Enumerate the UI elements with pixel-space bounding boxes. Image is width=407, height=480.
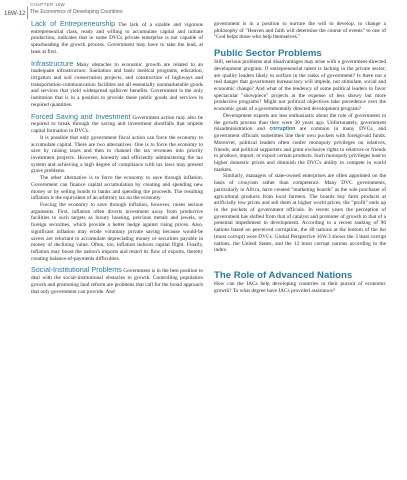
forced-paragraph [31,111,204,135]
right-column [214,21,386,294]
chapter-title: The Economics of Developing Countries [30,9,123,15]
infrastructure-heading: Infrastructure [31,58,74,68]
similarly-paragraph: Similarly, managers of state-owned enterprises are often appointed on the basis of cronyism rather than competence. Many DVC governments, particularly in Africa, have created "marketing boards" as the sole purchaser of agricultural products from local farmers. The boards buy farm products at artificially low prices and sell them at higher world prices; the "profit" ends up in the pockets of government officials. In recent years the perception of government has shifted from that of catalyst and promoter of growth to that of a potential impediment to development. According to a recent ranking of 90 nations based on perceived corruption, the 40 nations at the bottom of the list (most corrupt) were DVCs. Global Perspective 16W.3 shows the 3 least corrupt nations, the United States, and the 12 most corrupt nations according to the index. [214,173,386,254]
development-paragraph [214,113,386,173]
header-divider [27,6,28,19]
public-sector-paragraph: Still, serious problems and disadvantages may arise with a government-directed development program. If entrepreneurial talent is lacking in the private sector, are quality leaders likely to surface in the ranks of government? Is there not a real danger that government bureaucracy will impede, not stimulate, social and economic change? And what of the tendency of some political leaders to favor spectacular "showpiece" projects at the expense of less showy but more productive programs? Might not political objectives take precedence over the economic goals of a governmentally directed development program? [214,59,386,113]
advanced-nations-paragraph: How can the IACs help developing countries in their pursuit of economic growth? To what degree have IACs provided assistance? [214,281,386,294]
social-heading: Social-Institutional Problems [31,265,122,275]
continued-paragraph: government is in a position to nurture the will to develop, to change a philosophy of "Heaven and faith will determine the course of events" to one of "God helps those who help themselves." [214,21,386,41]
forced-paragraph-4: Forcing the economy to save through inflation, however, raises serious arguments. First, inflation often diverts investment away from productive facilities to such targets as luxury housing, precious metals and jewels, or foreign securities, which provide a better hedge against rising prices. Also, significant inflation may erode voluntary private saving because would-be savers are reluctant to accumulate depreciating money or securities payable in money of declining value. Often, too, inflation induces capital flight. Finally, inflation may boost the nation's imports and retard its flow of exports, thereby creating balance-of-payments difficulties. [31,201,203,262]
corruption-keyword: corruption [269,126,296,133]
forced-text: Government action may also be required to break through the saving and investment shortfalls that impede capital formation in DVCs. [31,114,204,135]
forced-paragraph-3: The other alternative is to force the economy to save through inflation. Government can finance capital accumulation by creating and spending new money or by selling bonds to banks and spending the proceeds. The resulting inflation is the equivalent of an arbitrary tax on the economy. [31,175,203,202]
infrastructure-text: Many obstacles to economic growth are related to an inadequate infrastructure. Sanitation and basic medical programs, education, irrigation and soil conservation projects, and construction of highways and transportation-communication facilities are all essentially nonmarketable goods and services that yield widespread spillover benefits. Government is the only institution that is in a position to provide these public goods and services in required quantities. [31,61,203,108]
development-text-b: are common in many DVCs, and government officials sometimes line their own pockets with foreign-aid funds. Moreover, political leaders often confer monopoly privileges on relatives, friends, and political supporters and grant exclusive rights to relatives or friends to produce, import, or export certain products. Such monopoly privileges lead to higher domestic prices and diminish the DVC's ability to compete in world markets. [214,126,386,173]
infrastructure-paragraph [31,58,203,109]
left-column [31,21,203,295]
lack-paragraph [31,21,203,56]
public-sector-heading: Public Sector Problems [214,48,322,60]
forced-paragraph-2: It is possible that only government fiscal action can force the economy to accumulate capital. There are two alternatives. One is to force the economy to save by raising taxes and then to channel the tax revenues into priority investment projects. However, honestly and efficiently administering the tax system and achieving a high degree of compliance with tax laws may present grave problems. [31,134,203,175]
lack-heading: Lack of Entrepreneurship [31,19,116,28]
chapter-label: CHAPTER 16W [30,2,65,7]
page-number: 16W-12 [4,10,26,17]
lack-text: The lack of a sizable and vigorous entrepreneurial class, ready and willing to accumulate capital and initiate production, indicates that in some DVCs private enterprise is not capable of spearheading the growth process. Government may have to take the lead, at least at first. [31,22,203,55]
advanced-nations-heading: The Role of Advanced Nations [214,270,353,281]
social-paragraph [31,267,203,295]
social-text: Government is in the best position to deal with the social-institutional obstacles to growth. Controlling population growth and promoting land reform are problems that call for the broad approach that only government can provide. And [31,268,203,295]
forced-heading: Forced Saving and Investment [31,111,131,121]
development-text-a: Development experts are less enthusiastic about the role of government in the growth process than they were 30 years ago. Unfortunately, government misadministration and [214,112,386,133]
